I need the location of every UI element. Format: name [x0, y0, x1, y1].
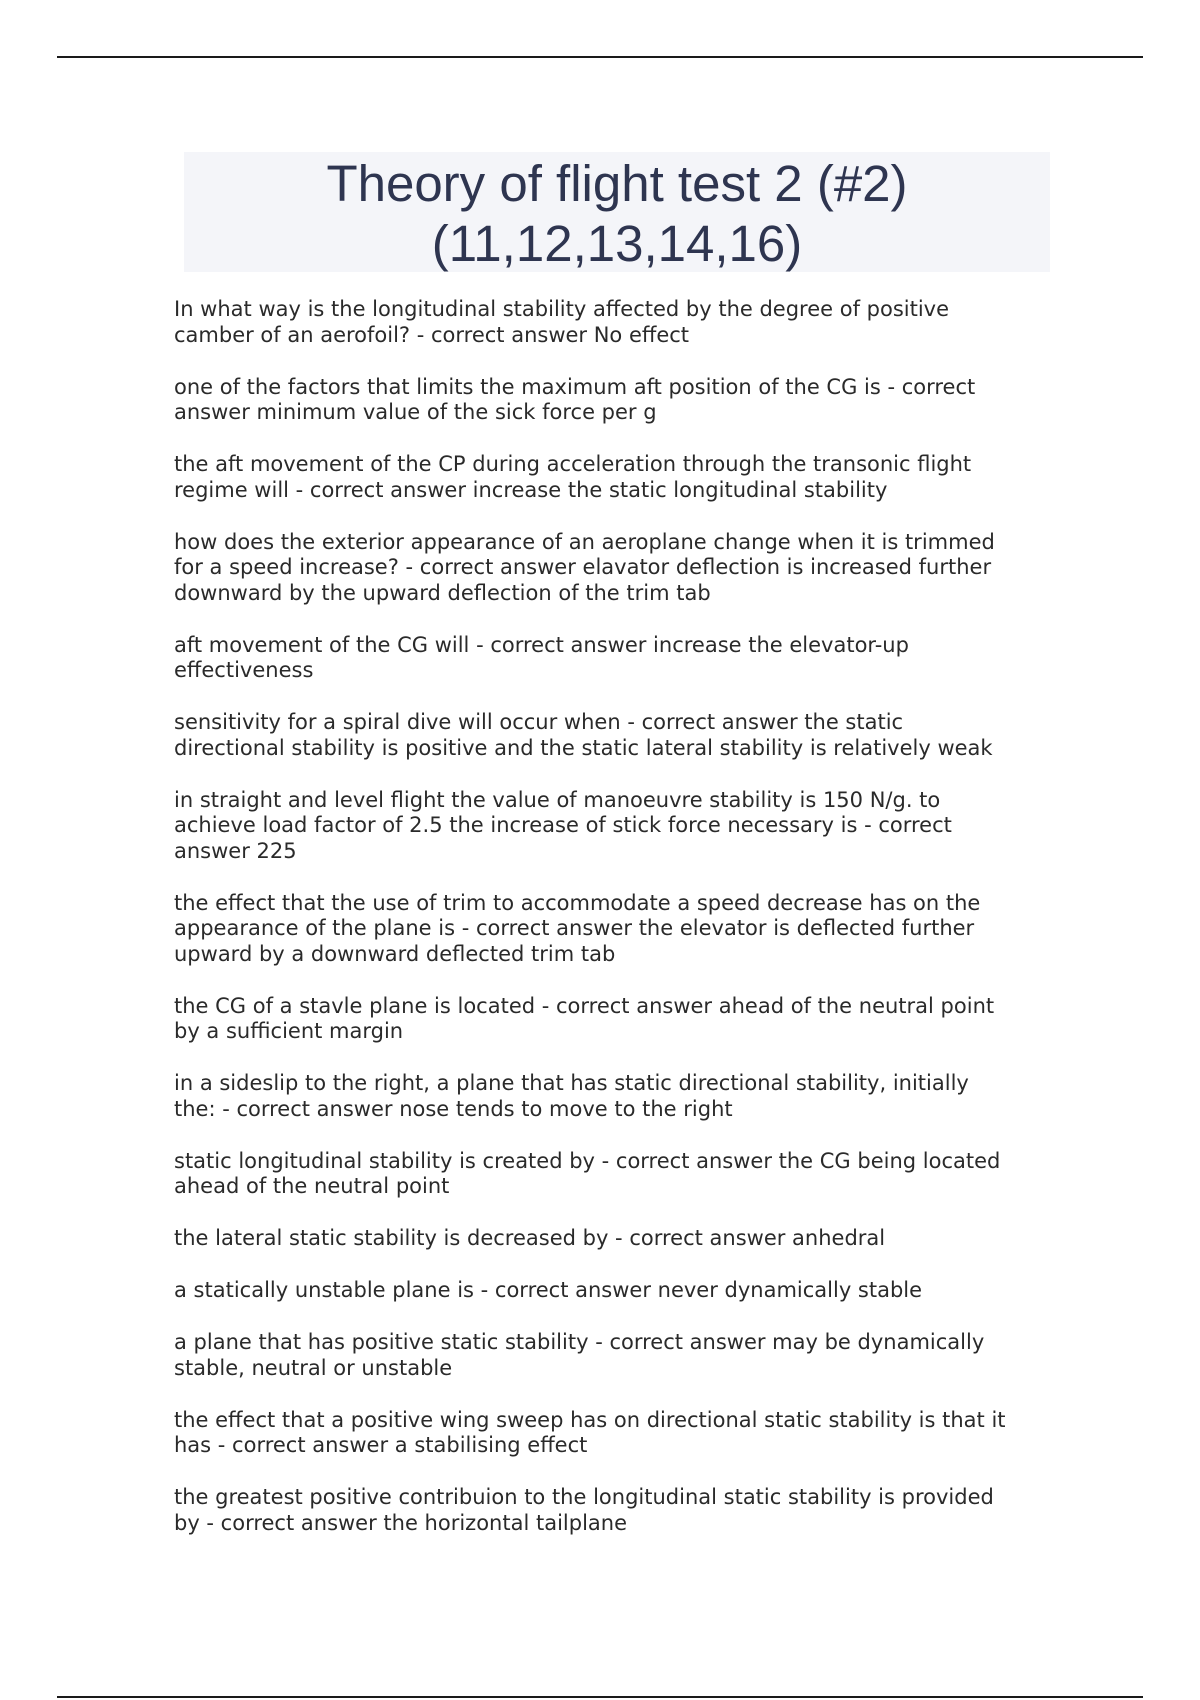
question-item: the greatest positive contribuion to the longitudinal static stability is provided by - correct answer the horizontal tailplane — [174, 1485, 994, 1535]
question-item: a statically unstable plane is - correct answer never dynamically stable — [174, 1278, 923, 1302]
question-item: the effect that a positive wing sweep has on directional static stability is that it has - correct answer a stabilising effect — [174, 1407, 1006, 1457]
question-item: a plane that has positive static stability - correct answer may be dynamically stable, neutral or unstable — [174, 1330, 985, 1380]
question-item: how does the exterior appearance of an aeroplane change when it is trimmed for a speed increase? - correct answer elavator deflection is increased further downward by the upward deflection of the trim tab — [174, 529, 995, 605]
question-item: in straight and level flight the value of manoeuvre stability is 150 N/g. to achieve load factor of 2.5 the increase of stick force necessary is - correct answer 225 — [174, 787, 952, 863]
question-item: the effect that the use of trim to accommodate a speed decrease has on the appearance of the plane is - correct answer the elevator is deflected further upward by a downward deflected trim tab — [174, 890, 981, 966]
question-item: in a sideslip to the right, a plane that has static directional stability, initially the: - correct answer nose tends to move to the right — [174, 1071, 969, 1121]
question-item: the lateral static stability is decreased by - correct answer anhedral — [174, 1226, 886, 1250]
question-item: sensitivity for a spiral dive will occur when - correct answer the static directional stability is positive and the static lateral stability is relatively weak — [174, 710, 993, 760]
footer-rule — [57, 1696, 1143, 1698]
title-block — [184, 152, 1050, 272]
question-item: static longitudinal stability is created by - correct answer the CG being located ahead of the neutral point — [174, 1148, 1001, 1198]
page-title-line-2: (11,12,13,14,16) — [431, 215, 803, 272]
header-rule — [57, 56, 1143, 58]
question-item: aft movement of the CG will - correct answer increase the elevator-up effectiveness — [174, 632, 909, 682]
question-item: the aft movement of the CP during acceleration through the transonic flight regime will - correct answer increase the static longitudinal stability — [174, 452, 972, 502]
question-list — [174, 297, 1054, 1563]
question-item: the CG of a stavle plane is located - correct answer ahead of the neutral point by a sufficient margin — [174, 993, 995, 1043]
question-item: In what way is the longitudinal stability affected by the degree of positive camber of an aerofoil? - correct answer No effect — [174, 297, 950, 347]
question-item: one of the factors that limits the maximum aft position of the CG is - correct answer minimum value of the sick force per g — [174, 374, 976, 424]
page-title-line-1: Theory of flight test 2 (#2) — [326, 155, 908, 212]
